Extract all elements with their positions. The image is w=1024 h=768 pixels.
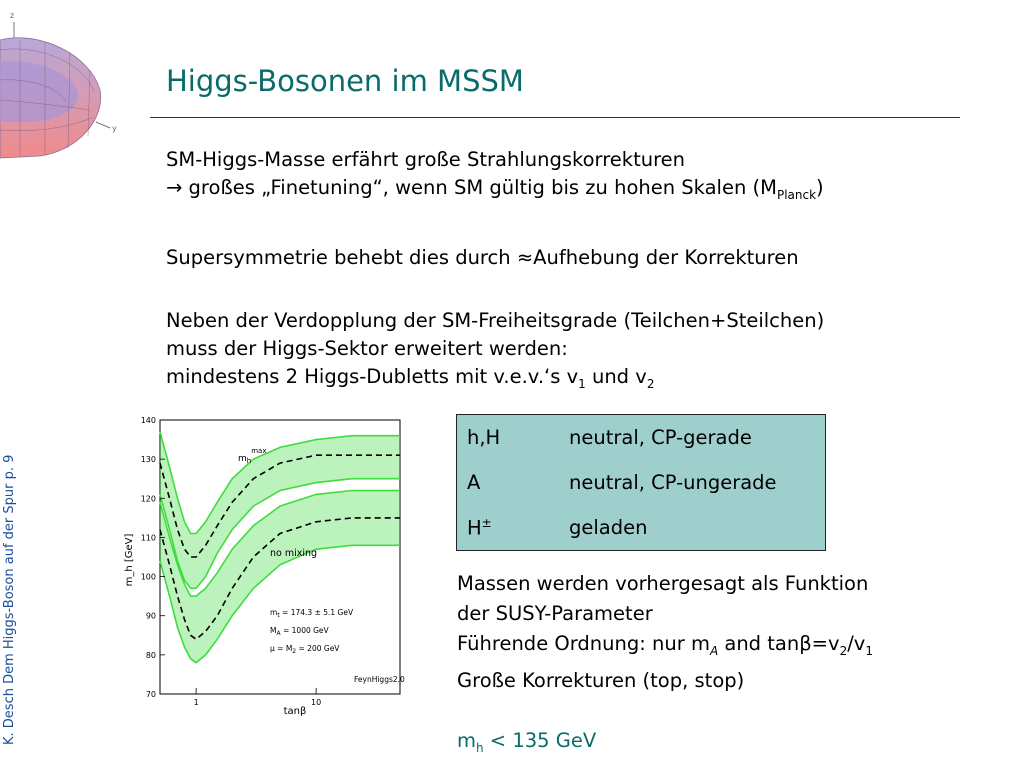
subscript: A <box>709 643 719 658</box>
subscript: 1 <box>578 376 586 391</box>
subscript: 2 <box>646 376 655 391</box>
body-line-text: großes „Finetuning“, wenn SM gültig bis zu hohen Skalen (M <box>188 176 777 199</box>
annotation-no-mixing: no mixing <box>270 548 318 559</box>
table-row <box>457 460 826 505</box>
body-line-text: ) <box>816 176 824 199</box>
y-tick-label: 90 <box>145 611 156 621</box>
y-tick-label: 70 <box>145 690 156 699</box>
particle-symbol: H <box>467 516 482 540</box>
subscript: Planck <box>776 187 817 202</box>
table-row <box>457 415 826 461</box>
superscript: ± <box>481 515 492 530</box>
table-cell-desc: neutral, CP-ungerade <box>569 471 777 494</box>
y-tick-label: 110 <box>140 533 156 543</box>
subscript: 2 <box>839 643 848 658</box>
x-axis-label: tanβ <box>283 706 307 717</box>
side-footer-text: K. Desch Dem Higgs-Boson auf der Spur p. 9 <box>2 454 17 745</box>
table-row <box>457 505 826 551</box>
higgs-particles-table <box>456 414 826 551</box>
table-cell-particle: A <box>467 471 481 494</box>
logo-axis-z: z <box>10 11 15 20</box>
table-cell-particle: h,H <box>467 426 501 449</box>
y-tick-label: 80 <box>145 650 156 660</box>
arrow-icon: → <box>166 176 183 199</box>
subscript: h <box>476 740 484 755</box>
title-underline <box>150 117 960 118</box>
x-tick-label: 10 <box>311 698 322 707</box>
right-line-text: < 135 GeV <box>483 728 597 752</box>
body-line-text: und v <box>585 364 647 388</box>
y-tick-label: 140 <box>140 416 156 425</box>
body-line <box>166 244 996 272</box>
table-cell-desc: neutral, CP-gerade <box>569 426 752 449</box>
body-line-text: mindestens 2 Higgs-Dubletts mit v.e.v.‘s v <box>166 364 579 388</box>
right-line-text: and tan <box>718 632 800 655</box>
body-text <box>166 146 996 398</box>
y-tick-label: 130 <box>140 455 156 465</box>
beta-symbol: β <box>799 632 812 655</box>
annotation-mhmax: $m_h^{max}$ <box>238 447 267 465</box>
body-line <box>166 363 996 398</box>
right-line: der SUSY-Parameter <box>457 602 653 625</box>
slide-title: Higgs-Bosonen im MSSM <box>166 64 524 98</box>
right-line-text: Führende Ordnung: nur m <box>457 632 710 655</box>
annotation-mt: $m_t = 174.3 \pm 5.1$ GeV <box>270 608 354 619</box>
table-cell-desc: geladen <box>569 516 648 539</box>
body-line: SM-Higgs-Masse erfährt große Strahlungskorrekturen <box>166 148 686 171</box>
mexican-hat-logo-icon <box>0 0 130 160</box>
approx-symbol: ≈ <box>516 245 534 269</box>
right-line: Massen werden vorhergesagt als Funktion <box>457 572 869 595</box>
annotation-mu: $\mu = M_2 = 200$ GeV <box>270 644 340 655</box>
annotation-program: FeynHiggs2.0 <box>354 675 405 684</box>
logo-axis-y: y <box>112 124 117 133</box>
y-tick-label: 120 <box>140 494 156 504</box>
y-tick-label: 100 <box>140 572 156 582</box>
right-line: Große Korrekturen (top, stop) <box>457 668 745 692</box>
right-line-text: m <box>457 728 476 752</box>
y-axis-label: m_h [GeV] <box>124 533 135 587</box>
body-line <box>166 174 996 209</box>
right-line <box>457 629 873 666</box>
body-line-text: Aufhebung der Korrekturen <box>533 245 799 269</box>
table-cell-particle <box>457 505 560 551</box>
x-tick-label: 1 <box>193 698 199 707</box>
higgs-mass-plot <box>120 410 420 730</box>
body-line: muss der Higgs-Sektor erweitert werden: <box>166 336 568 360</box>
right-line-text: =v <box>811 632 840 655</box>
body-line: Neben der Verdopplung der SM-Freiheitsgrade (Teilchen+Steilchen) <box>166 308 825 332</box>
right-text <box>457 569 873 763</box>
right-line-text: /v <box>847 632 866 655</box>
body-line-text: Supersymmetrie behebt dies durch <box>166 245 517 269</box>
annotation-ma: $M_A = 1000$ GeV <box>270 626 329 637</box>
higgs-mass-limit <box>457 726 873 763</box>
subscript: 1 <box>865 643 873 658</box>
